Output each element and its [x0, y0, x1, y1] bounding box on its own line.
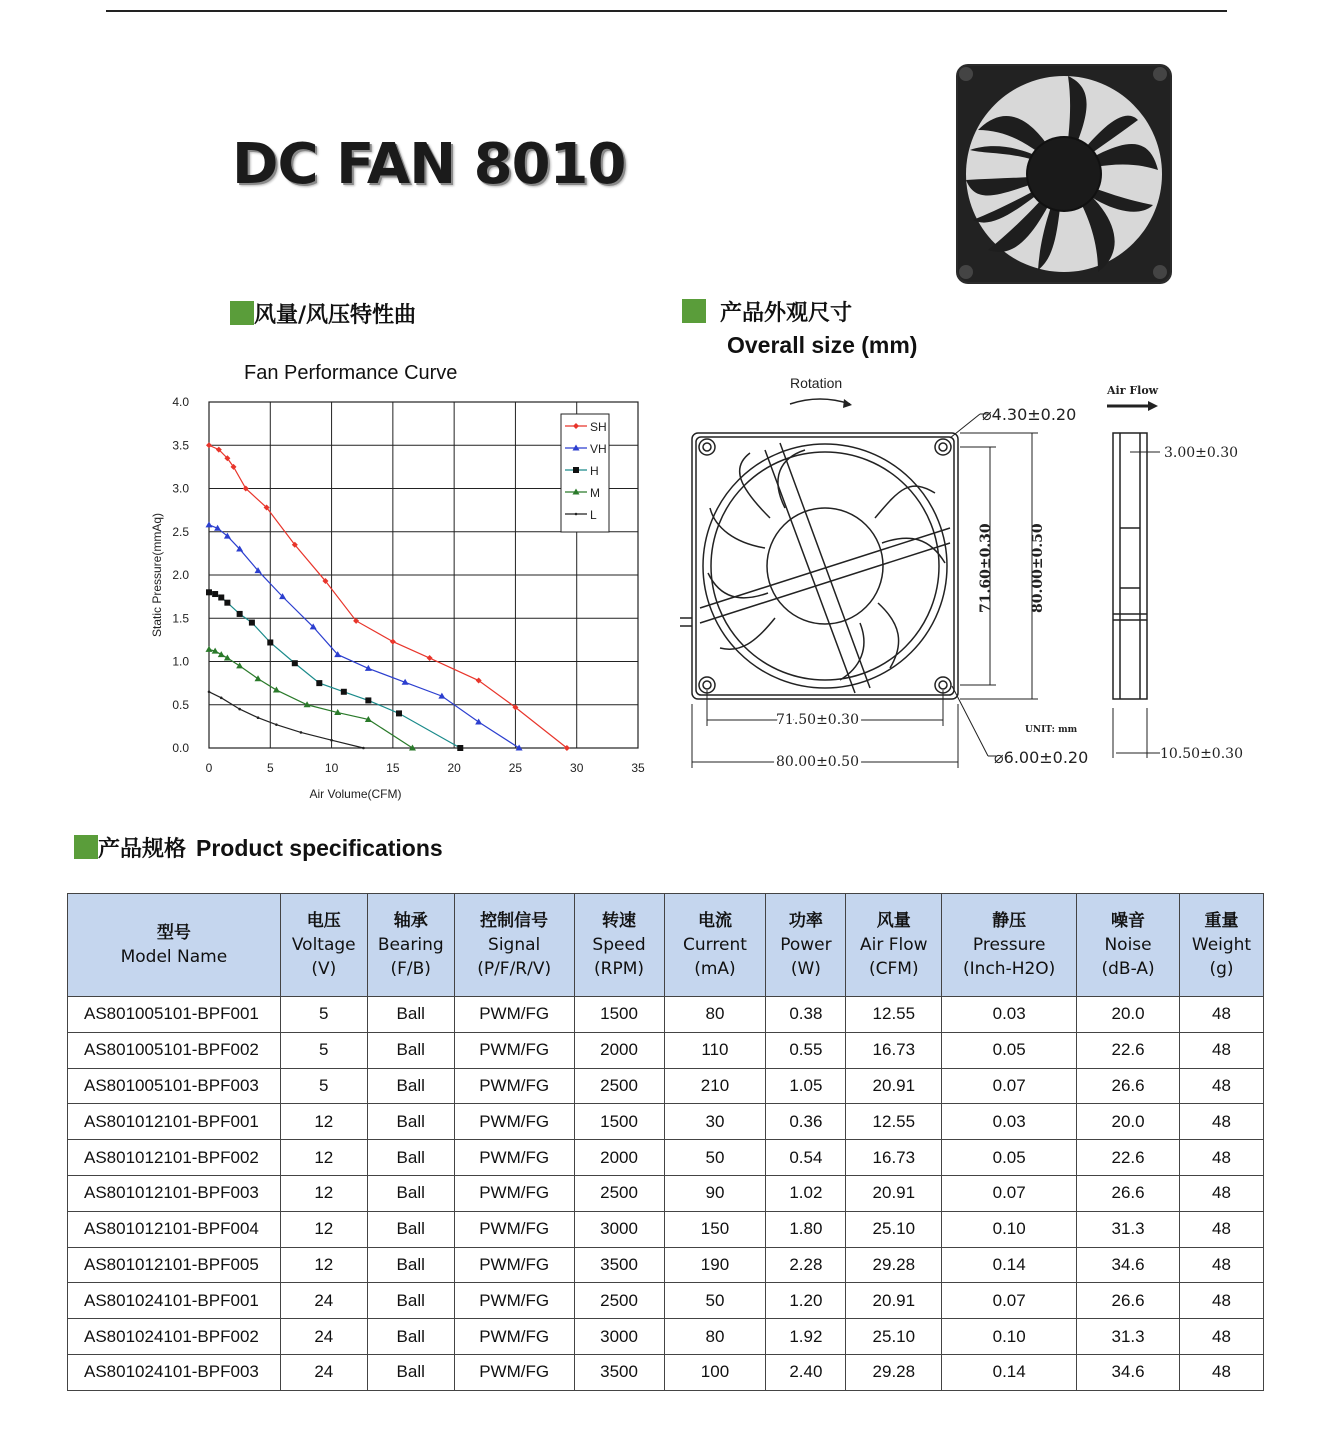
table-row	[68, 1211, 1264, 1247]
table-cell: 48	[1179, 1354, 1263, 1390]
y-axis-label: Static Pressure(mmAq)	[150, 512, 164, 638]
header-en: Speed	[592, 935, 646, 955]
data-point-m	[218, 651, 225, 657]
table-cell: 0.36	[766, 1104, 846, 1140]
data-point-l	[257, 716, 260, 719]
spec-section-heading	[74, 832, 443, 863]
table-cell: 1.02	[766, 1175, 846, 1211]
series-line-sh	[209, 445, 567, 748]
table-cell: 2.40	[766, 1354, 846, 1390]
y-tick-label: 0.0	[172, 741, 189, 755]
outer-height-label: 80.00±0.50	[1030, 523, 1046, 613]
table-cell: 16.73	[846, 1032, 942, 1068]
fan-front-view	[680, 433, 958, 699]
table-cell: 16.73	[846, 1140, 942, 1176]
table-cell: PWM/FG	[454, 1211, 574, 1247]
table-cell: Ball	[367, 1175, 454, 1211]
x-tick-label: 35	[631, 761, 645, 775]
table-cell: 2000	[574, 1140, 664, 1176]
x-tick-label: 10	[324, 761, 339, 775]
table-cell: PWM/FG	[454, 1140, 574, 1176]
data-point-m	[236, 662, 243, 668]
table-cell: 1.20	[766, 1283, 846, 1319]
data-point-h	[267, 639, 273, 645]
header-cn: 轴承	[393, 911, 428, 931]
table-cell: 0.07	[942, 1068, 1077, 1104]
header-unit: (dB-A)	[1101, 959, 1155, 979]
header-en: Air Flow	[860, 935, 928, 955]
table-header-cell	[280, 894, 367, 997]
table-row	[68, 1283, 1264, 1319]
fan-side-view	[1113, 433, 1147, 699]
table-header-cell	[68, 894, 281, 997]
table-cell: 48	[1179, 1247, 1263, 1283]
table-cell: 48	[1179, 1211, 1263, 1247]
data-point-m	[255, 675, 262, 681]
table-cell: Ball	[367, 1032, 454, 1068]
table-cell: 50	[664, 1140, 766, 1176]
table-cell: Ball	[367, 997, 454, 1033]
table-cell: 20.91	[846, 1068, 942, 1104]
table-cell: 80	[664, 1319, 766, 1355]
table-cell: 0.03	[942, 997, 1077, 1033]
table-cell: 1500	[574, 1104, 664, 1140]
table-cell: 5	[280, 1068, 367, 1104]
table-cell: 34.6	[1077, 1354, 1180, 1390]
y-tick-label: 2.0	[172, 568, 189, 582]
header-en: Pressure	[972, 935, 1046, 955]
table-cell: Ball	[367, 1140, 454, 1176]
green-square-icon	[230, 301, 254, 325]
y-tick-label: 1.5	[172, 611, 189, 626]
table-cell: 22.6	[1077, 1140, 1180, 1176]
table-cell: 24	[280, 1319, 367, 1355]
table-row	[68, 997, 1264, 1033]
table-cell: 48	[1179, 1068, 1263, 1104]
table-cell: Ball	[367, 1211, 454, 1247]
table-cell: AS801024101-BPF001	[68, 1283, 281, 1319]
table-cell: 3500	[574, 1247, 664, 1283]
header-cn: 功率	[788, 911, 823, 931]
table-row	[68, 1354, 1264, 1390]
fan-product-photo	[948, 60, 1178, 290]
header-unit: (P/F/R/V)	[477, 959, 552, 979]
table-cell: 20.0	[1077, 1104, 1180, 1140]
table-cell: PWM/FG	[454, 1104, 574, 1140]
table-header-cell	[574, 894, 664, 997]
table-cell: 12	[280, 1104, 367, 1140]
table-cell: 26.6	[1077, 1068, 1180, 1104]
table-cell: 31.3	[1077, 1319, 1180, 1355]
rim-label: 3.00±0.30	[1164, 445, 1239, 461]
x-tick-label: 15	[386, 761, 400, 775]
table-cell: 1.92	[766, 1319, 846, 1355]
table-cell: 0.38	[766, 997, 846, 1033]
header-en: Model Name	[120, 947, 228, 967]
header-cn: 风量	[876, 911, 911, 931]
table-cell: 12	[280, 1247, 367, 1283]
table-header-cell	[454, 894, 574, 997]
table-cell: 150	[664, 1211, 766, 1247]
table-header-cell	[766, 894, 846, 997]
table-cell: 20.0	[1077, 997, 1180, 1033]
spec-table	[67, 893, 1264, 1391]
data-point-h	[457, 745, 463, 751]
legend-label: H	[590, 464, 599, 478]
table-cell: 26.6	[1077, 1175, 1180, 1211]
top-rule	[106, 10, 1227, 12]
legend-marker	[573, 467, 579, 473]
header-cn: 重量	[1204, 911, 1239, 931]
table-cell: 26.6	[1077, 1283, 1180, 1319]
table-cell: 0.05	[942, 1032, 1077, 1068]
table-cell: 20.91	[846, 1175, 942, 1211]
header-cn: 电流	[697, 911, 732, 931]
inner-height-label: 71.60±0.30	[978, 523, 994, 613]
size-section-heading	[682, 296, 852, 327]
table-cell: 1.80	[766, 1211, 846, 1247]
table-cell: 31.3	[1077, 1211, 1180, 1247]
x-tick-label: 5	[266, 761, 274, 775]
header-en: Weight	[1191, 935, 1252, 955]
table-cell: 48	[1179, 1140, 1263, 1176]
table-cell: 24	[280, 1283, 367, 1319]
table-cell: AS801005101-BPF002	[68, 1032, 281, 1068]
table-cell: 0.55	[766, 1032, 846, 1068]
table-cell: 190	[664, 1247, 766, 1283]
table-cell: 90	[664, 1175, 766, 1211]
table-cell: PWM/FG	[454, 1354, 574, 1390]
table-cell: 0.05	[942, 1140, 1077, 1176]
table-cell: PWM/FG	[454, 1032, 574, 1068]
table-cell: AS801012101-BPF002	[68, 1140, 281, 1176]
y-tick-label: 3.5	[172, 438, 189, 453]
table-cell: PWM/FG	[454, 1319, 574, 1355]
data-point-l	[300, 731, 303, 734]
table-cell: AS801012101-BPF001	[68, 1104, 281, 1140]
header-unit: (V)	[311, 959, 337, 979]
header-cn: 电压	[306, 911, 341, 931]
table-cell: 5	[280, 997, 367, 1033]
header-en: Power	[780, 935, 832, 955]
table-cell: 3500	[574, 1354, 664, 1390]
header-unit: (RPM)	[594, 959, 645, 979]
y-tick-label: 2.5	[172, 524, 189, 539]
dimension-drawing	[660, 368, 1280, 788]
header-unit: (CFM)	[869, 959, 919, 979]
data-point-h	[218, 594, 224, 600]
size-heading-en: Overall size (mm)	[727, 332, 918, 358]
legend-label: M	[590, 486, 600, 500]
table-cell: 0.14	[942, 1354, 1077, 1390]
table-cell: 12	[280, 1175, 367, 1211]
data-point-h	[341, 689, 347, 695]
table-cell: AS801012101-BPF004	[68, 1211, 281, 1247]
y-tick-label: 4.0	[172, 395, 189, 409]
table-cell: 48	[1179, 1175, 1263, 1211]
data-point-l	[208, 690, 211, 693]
table-cell: 3000	[574, 1319, 664, 1355]
size-heading-cn: 产品外观尺寸	[720, 301, 853, 326]
table-header-cell	[846, 894, 942, 997]
green-square-icon	[682, 299, 706, 323]
x-tick-label: 30	[570, 761, 584, 775]
header-unit: (g)	[1209, 959, 1234, 979]
table-cell: 30	[664, 1104, 766, 1140]
x-axis-label: Air Volume(CFM)	[309, 787, 402, 801]
table-cell: 50	[664, 1283, 766, 1319]
table-row	[68, 1068, 1264, 1104]
unit-label: UNIT: mm	[1025, 725, 1078, 735]
header-en: Current	[683, 935, 747, 955]
table-cell: 2500	[574, 1283, 664, 1319]
table-cell: 3000	[574, 1211, 664, 1247]
data-point-m	[224, 655, 231, 661]
header-unit: (F/B)	[390, 959, 431, 979]
table-cell: AS801005101-BPF003	[68, 1068, 281, 1104]
data-point-h	[212, 591, 218, 597]
airflow-label: Air Flow	[1107, 384, 1159, 397]
table-cell: 48	[1179, 1283, 1263, 1319]
table-cell: 0.07	[942, 1175, 1077, 1211]
rotation-arrow-icon	[790, 399, 850, 404]
header-cn: 转速	[602, 911, 637, 931]
data-point-m	[206, 646, 213, 652]
table-row	[68, 1247, 1264, 1283]
table-header-cell	[1077, 894, 1180, 997]
table-header-cell	[367, 894, 454, 997]
table-cell: Ball	[367, 1247, 454, 1283]
table-cell: Ball	[367, 1283, 454, 1319]
table-cell: 210	[664, 1068, 766, 1104]
table-cell: 48	[1179, 1032, 1263, 1068]
page-title: DC FAN 8010	[232, 132, 626, 197]
series-line-vh	[209, 525, 519, 748]
table-cell: 12	[280, 1211, 367, 1247]
table-header-cell	[1179, 894, 1263, 997]
table-cell: 25.10	[846, 1319, 942, 1355]
spec-heading-cn: 产品规格	[98, 837, 187, 862]
table-cell: AS801012101-BPF005	[68, 1247, 281, 1283]
table-cell: 12.55	[846, 1104, 942, 1140]
data-point-sh	[390, 639, 396, 645]
table-cell: PWM/FG	[454, 1068, 574, 1104]
table-cell: 34.6	[1077, 1247, 1180, 1283]
table-cell: 48	[1179, 997, 1263, 1033]
table-cell: 12.55	[846, 997, 942, 1033]
table-header-row	[68, 894, 1264, 997]
outer-width-label: 80.00±0.50	[776, 754, 859, 770]
table-cell: 48	[1179, 1319, 1263, 1355]
data-point-l	[362, 747, 365, 750]
table-cell: 29.28	[846, 1354, 942, 1390]
table-cell: 80	[664, 997, 766, 1033]
table-cell: 2.28	[766, 1247, 846, 1283]
thickness-label: 10.50±0.30	[1160, 746, 1243, 762]
table-cell: 0.10	[942, 1211, 1077, 1247]
header-en: Signal	[488, 935, 541, 955]
table-cell: 1500	[574, 997, 664, 1033]
table-header-cell	[664, 894, 766, 997]
table-cell: AS801012101-BPF003	[68, 1175, 281, 1211]
table-row	[68, 1032, 1264, 1068]
table-cell: 0.10	[942, 1319, 1077, 1355]
data-point-l	[275, 723, 278, 726]
table-row	[68, 1175, 1264, 1211]
x-tick-label: 25	[508, 761, 523, 775]
table-cell: PWM/FG	[454, 1175, 574, 1211]
legend-label: L	[590, 508, 597, 522]
table-cell: 29.28	[846, 1247, 942, 1283]
table-cell: 0.14	[942, 1247, 1077, 1283]
table-row	[68, 1319, 1264, 1355]
data-point-l	[238, 708, 241, 711]
curve-section-heading	[230, 298, 416, 329]
y-tick-label: 3.0	[172, 481, 189, 496]
header-cn: 控制信号	[480, 911, 549, 931]
table-cell: PWM/FG	[454, 1283, 574, 1319]
legend-label: SH	[590, 420, 607, 434]
table-cell: PWM/FG	[454, 1247, 574, 1283]
table-cell: 22.6	[1077, 1032, 1180, 1068]
chart-title: Fan Performance Curve	[244, 362, 458, 384]
header-en: Bearing	[377, 935, 444, 955]
table-cell: 0.54	[766, 1140, 846, 1176]
inner-width-label: 71.50±0.30	[776, 712, 859, 728]
green-square-icon	[74, 835, 98, 859]
table-cell: 0.03	[942, 1104, 1077, 1140]
table-cell: 100	[664, 1354, 766, 1390]
data-point-h	[396, 710, 402, 716]
table-cell: Ball	[367, 1068, 454, 1104]
table-cell: 1.05	[766, 1068, 846, 1104]
legend-label: VH	[590, 442, 607, 456]
table-cell: 48	[1179, 1104, 1263, 1140]
data-point-h	[224, 600, 230, 606]
table-cell: 24	[280, 1354, 367, 1390]
table-cell: 110	[664, 1032, 766, 1068]
data-point-vh	[475, 719, 482, 725]
data-point-h	[237, 611, 243, 617]
table-row	[68, 1140, 1264, 1176]
table-cell: Ball	[367, 1104, 454, 1140]
performance-chart	[130, 390, 660, 810]
header-unit: (Inch-H2O)	[963, 959, 1056, 979]
data-point-sh	[427, 655, 433, 661]
data-point-h	[365, 697, 371, 703]
legend-marker	[575, 513, 578, 516]
rotation-label: Rotation	[790, 375, 843, 391]
data-point-vh	[206, 521, 213, 527]
table-cell: 2000	[574, 1032, 664, 1068]
table-cell: AS801005101-BPF001	[68, 997, 281, 1033]
table-cell: 2500	[574, 1175, 664, 1211]
data-point-l	[330, 739, 333, 742]
y-tick-label: 0.5	[172, 697, 189, 712]
table-cell: PWM/FG	[454, 997, 574, 1033]
table-cell: 20.91	[846, 1283, 942, 1319]
curve-heading-text: 风量/风压特性曲	[254, 303, 417, 328]
data-point-h	[249, 620, 255, 626]
table-cell: AS801024101-BPF002	[68, 1319, 281, 1355]
table-cell: AS801024101-BPF003	[68, 1354, 281, 1390]
data-point-h	[206, 589, 212, 595]
x-tick-label: 0	[205, 761, 213, 775]
table-cell: 2500	[574, 1068, 664, 1104]
table-cell: 25.10	[846, 1211, 942, 1247]
header-unit: (mA)	[694, 959, 736, 979]
header-en: Noise	[1104, 935, 1152, 955]
header-cn: 噪音	[1111, 911, 1146, 931]
hub-diameter: ⌀6.00±0.20	[994, 748, 1089, 767]
table-cell: Ball	[367, 1319, 454, 1355]
table-header-cell	[942, 894, 1077, 997]
table-cell: 5	[280, 1032, 367, 1068]
table-cell: 12	[280, 1140, 367, 1176]
spec-heading-en: Product specifications	[196, 835, 443, 861]
header-en: Voltage	[291, 935, 356, 955]
hole-diameter: ⌀4.30±0.20	[982, 405, 1077, 424]
data-point-m	[273, 687, 280, 693]
table-cell: Ball	[367, 1354, 454, 1390]
header-cn: 静压	[992, 911, 1027, 931]
y-tick-label: 1.0	[172, 654, 189, 669]
data-point-h	[292, 660, 298, 666]
data-point-sh	[206, 442, 212, 448]
series-line-l	[209, 692, 363, 748]
data-point-l	[220, 697, 223, 700]
table-row	[68, 1104, 1264, 1140]
data-point-h	[316, 680, 322, 686]
header-cn: 型号	[156, 923, 191, 943]
table-cell: 0.07	[942, 1283, 1077, 1319]
header-unit: (W)	[790, 959, 821, 979]
x-tick-label: 20	[447, 761, 461, 775]
